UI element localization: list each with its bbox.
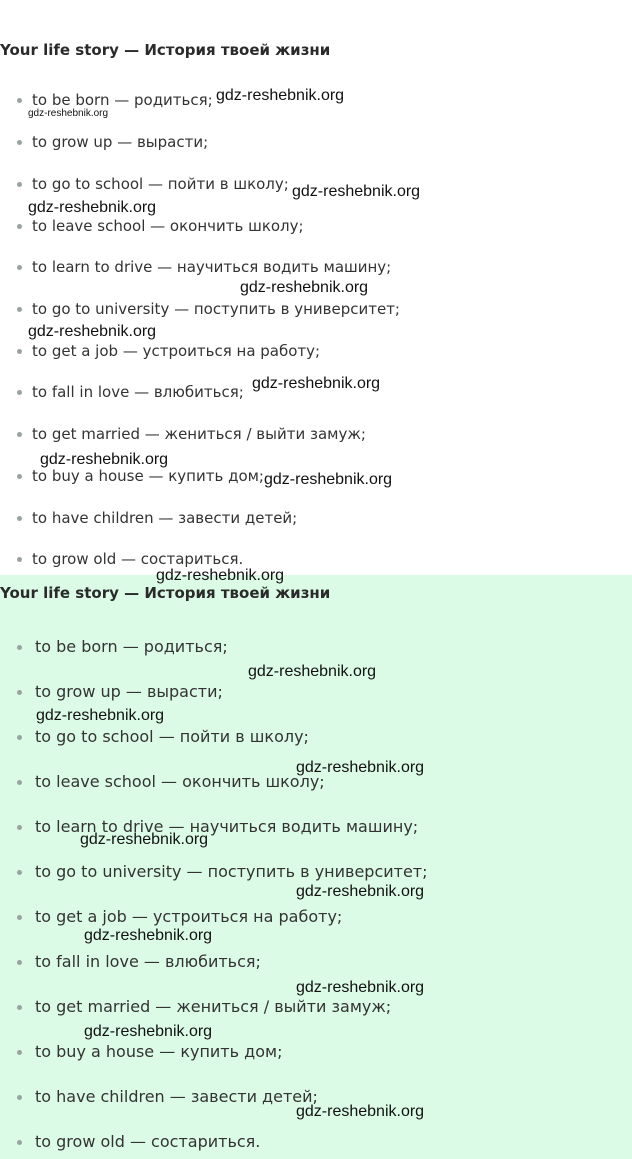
list-item: to grow old — состариться. — [0, 550, 243, 568]
list-item: to be born — родиться; — [0, 91, 213, 109]
list-item: to buy a house — купить дом; — [0, 1043, 282, 1061]
bullet-icon — [17, 870, 22, 875]
list-item: to buy a house — купить дом; — [0, 467, 264, 485]
bullet-icon — [17, 960, 22, 965]
watermark: gdz-reshebnik.org — [252, 375, 381, 392]
list-item: to leave school — окончить школу; — [0, 217, 304, 235]
list-item: to learn to drive — научиться водить машину; — [0, 258, 391, 276]
list-item: to leave school — окончить школу; — [0, 773, 325, 791]
list-item: to fall in love — влюбиться; — [0, 383, 244, 401]
bullet-icon — [17, 224, 22, 229]
bullet-icon — [17, 780, 22, 785]
watermark: gdz-reshebnik.org — [28, 199, 157, 216]
bullet-icon — [17, 432, 22, 437]
watermark: gdz-reshebnik.org — [296, 1103, 425, 1120]
bullet-icon — [17, 349, 22, 354]
watermark: gdz-reshebnik.org — [292, 183, 421, 200]
bullet-icon — [17, 825, 22, 830]
list-item: to have children — завести детей; — [0, 509, 297, 527]
list-item: to fall in love — влюбиться; — [0, 953, 261, 971]
bullet-icon — [17, 182, 22, 187]
watermark: gdz-reshebnik.org — [156, 567, 285, 584]
bullet-icon — [17, 915, 22, 920]
bullet-icon — [17, 1140, 22, 1145]
list-item: to be born — родиться; — [0, 638, 228, 656]
watermark: gdz-reshebnik.org — [296, 979, 425, 996]
list-item: to go to university — поступить в университет; — [0, 300, 400, 318]
list-item: to grow up — вырасти; — [0, 683, 223, 701]
list-item: to grow up — вырасти; — [0, 133, 208, 151]
list-item: to have children — завести детей; — [0, 1088, 318, 1106]
bullet-icon — [17, 516, 22, 521]
section-title: Your life story — История твоей жизни — [0, 584, 331, 602]
bullet-icon — [17, 1005, 22, 1010]
list-item: to go to university — поступить в университет; — [0, 863, 428, 881]
watermark: gdz-reshebnik.org — [36, 707, 165, 724]
list-item: to go to school — пойти в школу; — [0, 175, 289, 193]
bullet-icon — [17, 265, 22, 270]
list-item: to go to school — пойти в школу; — [0, 728, 309, 746]
bullet-icon — [17, 474, 22, 479]
bullet-icon — [17, 690, 22, 695]
list-item: to get a job — устроиться на работу; — [0, 342, 320, 360]
list-item: to get married — жениться / выйти замуж; — [0, 425, 366, 443]
watermark: gdz-reshebnik.org — [28, 108, 109, 119]
list-item: to get a job — устроиться на работу; — [0, 908, 342, 926]
watermark: gdz-reshebnik.org — [240, 279, 369, 296]
bullet-icon — [17, 645, 22, 650]
watermark: gdz-reshebnik.org — [248, 663, 377, 680]
bullet-icon — [17, 98, 22, 103]
list-item: to get married — жениться / выйти замуж; — [0, 998, 391, 1016]
watermark: gdz-reshebnik.org — [296, 759, 425, 776]
watermark: gdz-reshebnik.org — [84, 1023, 213, 1040]
list-item: to learn to drive — научиться водить машину; — [0, 818, 418, 836]
bullet-icon — [17, 1050, 22, 1055]
bullet-icon — [17, 307, 22, 312]
bullet-icon — [17, 557, 22, 562]
list-item: to grow old — состариться. — [0, 1133, 260, 1151]
bullet-icon — [17, 140, 22, 145]
watermark: gdz-reshebnik.org — [40, 451, 169, 468]
watermark: gdz-reshebnik.org — [28, 323, 157, 340]
bullet-icon — [17, 735, 22, 740]
section-title: Your life story — История твоей жизни — [0, 41, 331, 59]
watermark: gdz-reshebnik.org — [264, 471, 393, 488]
watermark: gdz-reshebnik.org — [84, 927, 213, 944]
watermark: gdz-reshebnik.org — [80, 831, 209, 848]
bullet-icon — [17, 1095, 22, 1100]
bullet-icon — [17, 390, 22, 395]
watermark: gdz-reshebnik.org — [216, 87, 345, 104]
watermark: gdz-reshebnik.org — [296, 883, 425, 900]
